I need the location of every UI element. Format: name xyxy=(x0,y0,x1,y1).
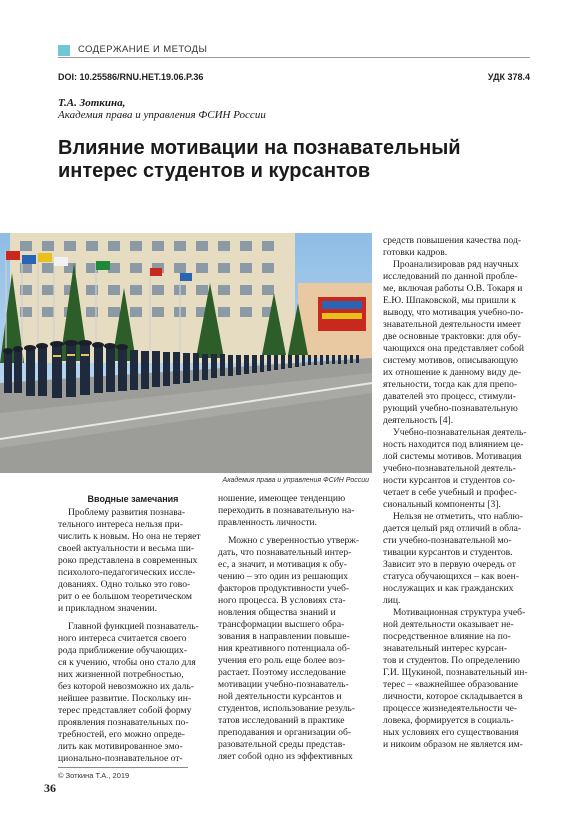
text-line: татов исследований в практике xyxy=(218,715,345,726)
text-line: ме, включая работы О.В. Токаря и xyxy=(383,283,523,294)
text-column-1 xyxy=(58,493,208,765)
text-line: давателей это процесс, стимули- xyxy=(383,391,516,402)
text-line: Е.Ю. Шпаковской, мы пришли к xyxy=(383,295,516,306)
text-line: лиц. xyxy=(383,595,401,606)
text-line: знавательный интерес курсан- xyxy=(383,643,508,654)
text-line: готовки кадров. xyxy=(383,247,448,258)
header-rule xyxy=(58,57,530,58)
text-line: чению – это один из решающих xyxy=(218,571,349,582)
text-line: ес, а значит, и мотивация к обу- xyxy=(218,559,347,570)
text-line: ных условиях его существования xyxy=(383,727,519,738)
column-3-lines xyxy=(383,235,533,751)
text-line: правленность личности. xyxy=(218,517,318,528)
author-affiliation: Академия права и управления ФСИН России xyxy=(58,109,266,121)
text-line: зования в направлении повыше- xyxy=(218,631,350,642)
text-line: Г.И. Щукиной, познавательный ин- xyxy=(383,667,528,678)
author-name: Т.А. Зоткина, xyxy=(58,97,126,109)
text-line: преподавания и организации об- xyxy=(218,727,352,738)
text-line: четает в себе учебный и профес- xyxy=(383,487,517,498)
text-line: тов и студентов. По определению xyxy=(383,655,520,666)
text-line: требностей, его можно опреде- xyxy=(58,729,185,740)
text-line: них жизненной потребностью, xyxy=(58,669,184,680)
footer-rule xyxy=(58,767,188,768)
article-title xyxy=(58,137,528,183)
text-line: ного интереса считается своего xyxy=(58,633,187,644)
udk-label: УДК 378.4 xyxy=(487,72,530,82)
text-line: Главной функцией познаватель- xyxy=(68,621,199,632)
text-line: лой системы мотивов. Мотивация xyxy=(383,451,522,462)
text-line: систему мотивов, описывающую xyxy=(383,355,518,366)
text-line: средств повышения качества под- xyxy=(383,235,522,246)
photo-caption: Академия права и управления ФСИН России xyxy=(222,477,369,484)
copyright-notice: © Зоткина Т.А., 2019 xyxy=(58,771,130,780)
text-line: статуса обучающихся – как воен- xyxy=(383,571,519,582)
text-line: посредственное влияние на по- xyxy=(383,631,511,642)
text-line: нослужащих и как гражданских xyxy=(383,583,514,594)
text-line: ятельности, тогда как для препо- xyxy=(383,379,518,390)
text-line: выводу, что мотивация учебно-по- xyxy=(383,307,524,318)
text-line: проявления познавательных по- xyxy=(58,717,189,728)
text-line: разовательной среды представ- xyxy=(218,739,346,750)
text-line: лить как мотивированное эмо- xyxy=(58,741,183,752)
text-line: Учебно-познавательная деятель- xyxy=(393,427,527,438)
text-line: Зависит это в первую очередь от xyxy=(383,559,516,570)
text-line: Нельзя не отметить, что наблю- xyxy=(393,511,523,522)
text-line: ся к учению, чтобы оно стало для xyxy=(58,657,196,668)
title-line: интерес студентов и курсантов xyxy=(58,160,371,182)
text-line: ной деятельности курсантов и xyxy=(218,691,342,702)
text-line: личности, которое складывается в xyxy=(383,691,523,702)
text-line: ность находится под влиянием це- xyxy=(383,439,524,450)
text-line: дованиях. Одно только это гово- xyxy=(58,579,191,590)
text-line: ного процесса. В условиях ста- xyxy=(218,595,346,606)
text-line: факторов продуктивности учеб- xyxy=(218,583,350,594)
text-line: переходить в познавательную на- xyxy=(218,505,355,516)
text-line: рит о ее большом теоретическом xyxy=(58,591,192,602)
text-line: и никоим образом не является им- xyxy=(383,739,523,750)
text-line: Мотивационная структура учеб- xyxy=(393,607,526,618)
text-line: тельного интереса нельзя при- xyxy=(58,519,183,530)
text-line: ловека, формируется в социаль- xyxy=(383,715,514,726)
text-line: исследований по данной пробле- xyxy=(383,271,518,282)
text-line: числить к новым. Но она не теряет xyxy=(58,531,201,542)
text-line: деятельность [4]. xyxy=(383,415,454,426)
text-line: их отношение к данному виду де- xyxy=(383,367,522,378)
text-line: нейшее развитие. Поскольку ин- xyxy=(58,693,192,704)
text-line: растает. Поэтому исследование xyxy=(218,667,346,678)
text-line: ния креативного потенциала об- xyxy=(218,643,350,654)
academy-photo xyxy=(0,233,372,473)
text-line: психолого-педагогических иссле- xyxy=(58,567,196,578)
text-line: дается целый ряд отличий в обла- xyxy=(383,523,522,534)
text-line: рующий учебно-познавательную xyxy=(383,403,518,414)
text-line: без которой невозможно их даль- xyxy=(58,681,194,692)
section-label: СОДЕРЖАНИЕ И МЕТОДЫ xyxy=(78,44,208,55)
text-line: две основные трактовки: для обу- xyxy=(383,331,521,342)
text-line: трансформации высшего обра- xyxy=(218,619,345,630)
text-line: процессе жизнедеятельности че- xyxy=(383,703,518,714)
text-column-2 xyxy=(218,493,368,763)
text-line: студентов, использование резуль- xyxy=(218,703,355,714)
text-line: ляет собой одно из эффективных xyxy=(218,751,353,762)
text-line: ной деятельности оказывает не- xyxy=(383,619,514,630)
doi-label: DOI: 10.25586/RNU.HET.19.06.P.36 xyxy=(58,72,204,82)
text-line: Проблему развития познава- xyxy=(68,507,186,518)
text-line: знавательной деятельности имеет xyxy=(383,319,521,330)
text-line: тивации курсантов и студентов. xyxy=(383,547,513,558)
column-2-lines xyxy=(218,493,368,763)
text-line: чающихся она представляет собой xyxy=(383,343,525,354)
text-line: терес представляет собой форму xyxy=(58,705,192,716)
text-line: и прикладном значении. xyxy=(58,603,158,614)
section-subheading: Вводные замечания xyxy=(87,494,179,504)
section-marker xyxy=(58,45,70,56)
title-line: Влияние мотивации на познавательный xyxy=(58,137,461,159)
text-line: Можно с уверенностью утверж- xyxy=(228,535,360,546)
text-column-3 xyxy=(383,235,533,751)
text-line: рода приближение обучающих- xyxy=(58,645,188,656)
text-line: ношение, имеющее тенденцию xyxy=(218,493,346,504)
text-line: Проанализировав ряд научных xyxy=(393,259,519,270)
text-line: своей актуальности и весьма ши- xyxy=(58,543,195,554)
text-line: сиональный компоненты [3]. xyxy=(383,499,501,510)
text-line: учебно-познавательной деятель- xyxy=(383,463,516,474)
column-1-lines xyxy=(58,507,208,765)
text-line: сти учебно-познавательной мо- xyxy=(383,535,512,546)
text-line: ционально-познавательное от- xyxy=(58,753,183,764)
page-number: 36 xyxy=(44,781,56,795)
text-line: роко представлена в современных xyxy=(58,555,198,566)
text-line: новления общества знаний и xyxy=(218,607,336,618)
text-line: ности курсантов и студентов со- xyxy=(383,475,516,486)
text-line: дать, что познавательный интер- xyxy=(218,547,352,558)
text-line: учения его роль еще более воз- xyxy=(218,655,345,666)
text-line: мотивации учебно-познаватель- xyxy=(218,679,349,690)
text-line: терес – «важнейшее образование xyxy=(383,679,518,690)
